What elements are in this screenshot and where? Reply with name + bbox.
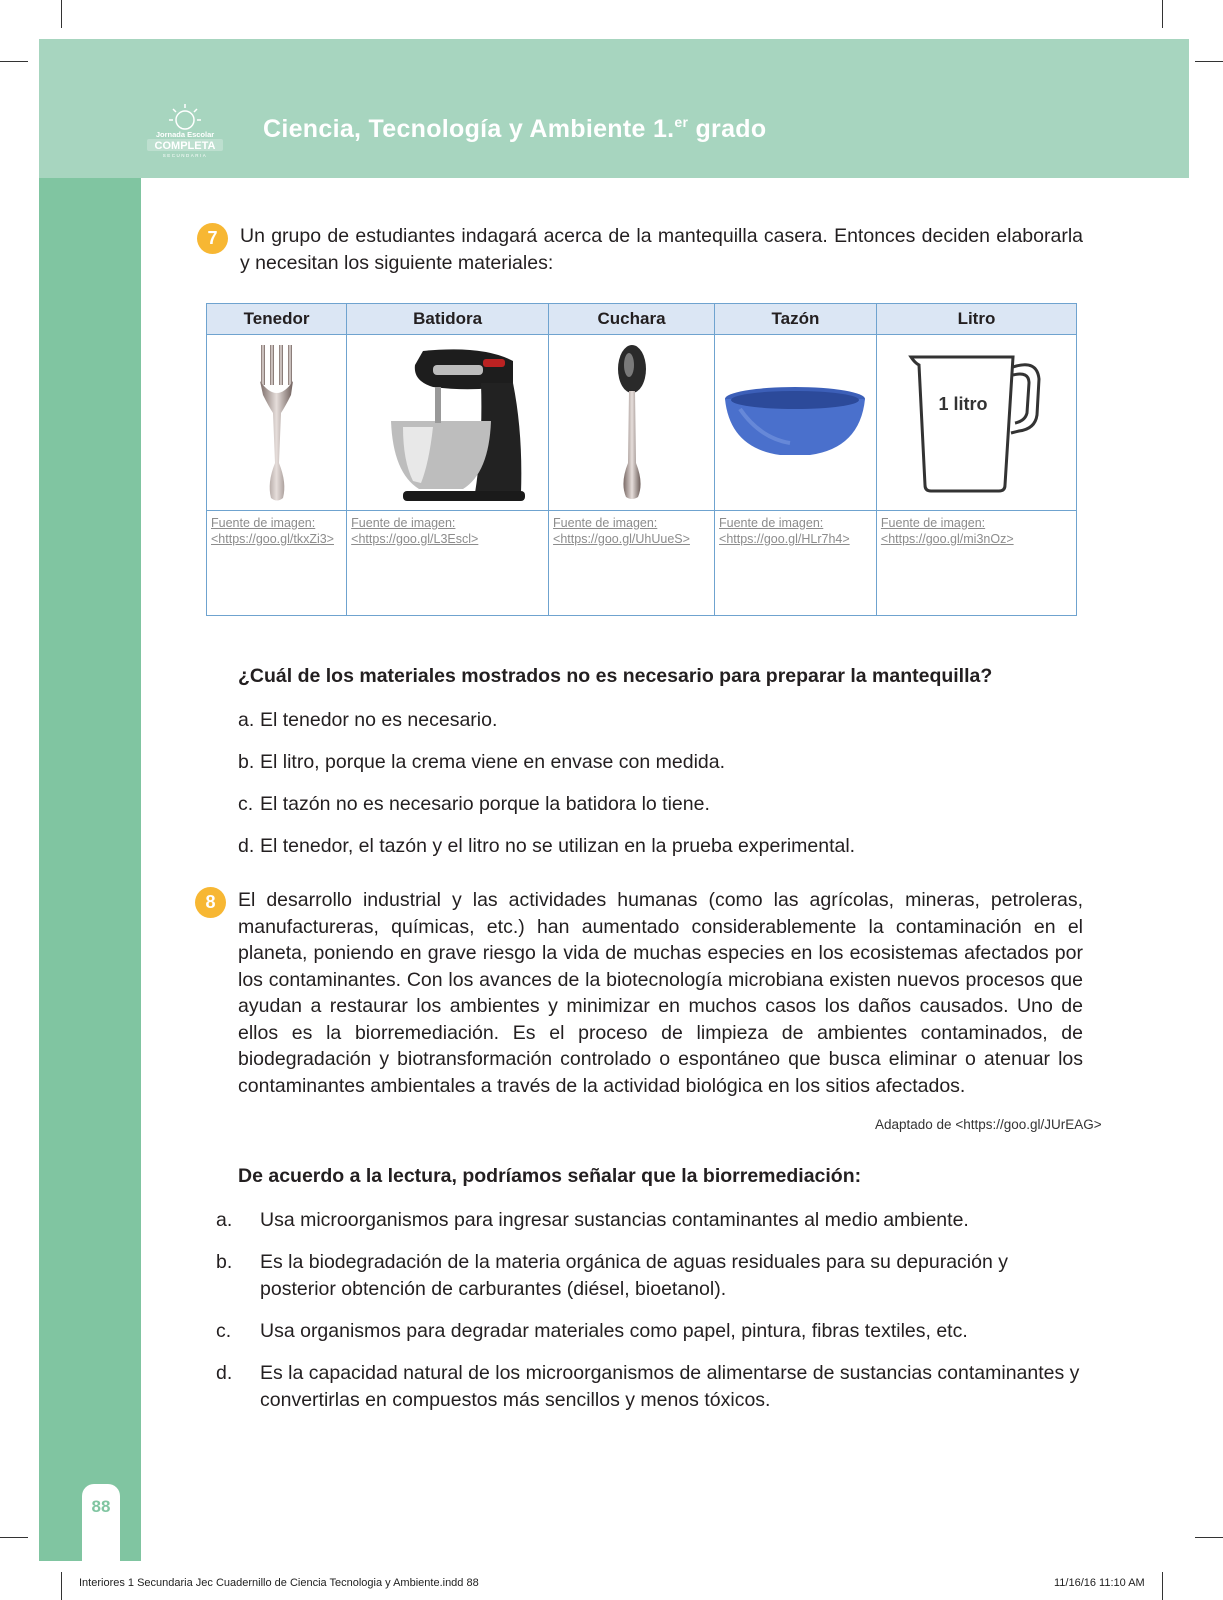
option-letter: a. — [216, 1209, 233, 1231]
option-letter: b. — [216, 1251, 233, 1273]
crop-mark — [1162, 0, 1163, 28]
page-number: 88 — [91, 1497, 111, 1516]
option-text: Es la biodegradación de la materia orgánica de aguas residuales para su depuración y posterior obtención de carburantes (diésel, bioetanol). — [260, 1251, 1008, 1300]
reading-credit: Adaptado de <https://goo.gl/JUrEAG> — [875, 1117, 1102, 1132]
page-title: Ciencia, Tecnología y Ambiente 1.$^{er}$ grado — [263, 114, 767, 143]
question-8-prompt: De acuerdo a la lectura, podríamos señalar que la biorremediación: — [238, 1165, 862, 1187]
image-source-link[interactable]: Fuente de imagen: <https://goo.gl/HLr7h4> — [719, 516, 850, 546]
image-source-cell — [876, 511, 1076, 616]
image-source-cell — [207, 511, 347, 616]
image-source-link[interactable]: Fuente de imagen: <https://goo.gl/tkxZi3> — [211, 516, 334, 546]
svg-text:COMPLETA: COMPLETA — [154, 140, 216, 152]
table-header-cell: Batidora — [347, 304, 549, 335]
option-letter: d. — [238, 835, 255, 857]
question-number-badge: 8 — [195, 887, 226, 918]
table-image-row — [207, 335, 1077, 511]
question-7-intro: Un grupo de estudiantes indagará acerca de la mantequilla casera. Entonces deciden elaborarla y necesitan los siguiente materiales: — [240, 225, 1083, 274]
option-text: El tenedor, el tazón y el litro no se utilizan en la prueba experimental. — [260, 835, 856, 857]
question-8-reading: El desarrollo industrial y las actividades humanas (como las agrícolas, mineras, petroleras, manufactureras, químicas, etc.) han aumentado considerablemente la contaminación en el planeta, poniendo en grave riesgo la vida de muchas especies en los ecosistemas afectados por los contaminantes. Con los avances de la biotecnología microbiana existen nuevos procesos que ayudan a restaurar los ambientes y minimizar en muchos casos los daños causados. Uno de ellos es la biorremediación. Es el proceso de limpieza de ambientes contaminados, de biodegradación y biotransformación controlado o espontáneo que busca eliminar o atenuar los contaminantes ambientales a través de la actividad biológica en los sitios afectados. — [238, 889, 1083, 1097]
option-letter: a. — [238, 709, 255, 731]
bowl-image-cell — [715, 335, 877, 511]
option-text: El tazón no es necesario porque la batidora lo tiene. — [260, 793, 710, 815]
spoon-image-cell — [549, 335, 715, 511]
option-letter: b. — [238, 751, 255, 773]
crop-mark — [0, 1537, 28, 1538]
crop-mark — [1195, 1537, 1223, 1538]
option-text: Usa organismos para degradar materiales como papel, pintura, fibras textiles, etc. — [260, 1320, 968, 1342]
answer-option[interactable] — [238, 707, 1083, 734]
table-header-cell: Cuchara — [549, 304, 715, 335]
crop-mark — [61, 0, 62, 28]
crop-mark — [0, 61, 28, 62]
image-source-link[interactable]: Fuente de imagen: <https://goo.gl/L3Escl> — [351, 516, 479, 546]
crop-mark — [1162, 1572, 1163, 1600]
answer-option[interactable] — [238, 749, 1083, 776]
jug-label: 1 litro — [938, 394, 988, 414]
table-header-cell: Tenedor — [207, 304, 347, 335]
answer-option[interactable] — [238, 833, 1083, 860]
page-number-tab — [82, 1484, 120, 1561]
crop-mark — [61, 1572, 62, 1600]
crop-mark — [1195, 61, 1223, 62]
image-source-link[interactable]: Fuente de imagen: <https://goo.gl/UhUueS> — [553, 516, 690, 546]
option-text: Es la capacidad natural de los microorganismos de alimentarse de sustancias contaminantes y convertirlas en compuestos más sencillos y menos tóxicos. — [260, 1362, 1080, 1411]
spoon-image — [602, 343, 662, 503]
option-letter: d. — [216, 1362, 233, 1384]
answer-option[interactable] — [238, 791, 1083, 818]
materials-table — [206, 303, 1077, 616]
fork-image — [247, 343, 307, 503]
side-band — [39, 178, 141, 1561]
option-text: El litro, porque la crema viene en envase con medida. — [260, 751, 726, 773]
answer-option[interactable] — [216, 1249, 1083, 1302]
answer-option[interactable] — [216, 1360, 1083, 1413]
svg-text:SECUNDARIA: SECUNDARIA — [162, 153, 208, 158]
table-source-row — [207, 511, 1077, 616]
mixer-image — [363, 343, 533, 503]
bowl-image — [720, 343, 870, 503]
mixer-image-cell — [347, 335, 549, 511]
option-text: Usa microorganismos para ingresar sustancias contaminantes al medio ambiente. — [260, 1209, 969, 1231]
print-slug-date: 11/16/16 11:10 AM — [1054, 1577, 1145, 1589]
question-number-badge: 7 — [197, 223, 228, 254]
question-7-prompt: ¿Cuál de los materiales mostrados no es necesario para preparar la mantequilla? — [238, 665, 993, 687]
fork-image-cell — [207, 335, 347, 511]
answer-option[interactable] — [216, 1318, 1083, 1345]
svg-text:Jornada Escolar: Jornada Escolar — [155, 130, 215, 139]
image-source-link[interactable]: Fuente de imagen: <https://goo.gl/mi3nOz> — [880, 516, 1014, 546]
image-source-cell — [549, 511, 715, 616]
image-source-cell — [715, 511, 877, 616]
print-slug-file: Interiores 1 Secundaria Jec Cuadernillo de Ciencia Tecnologia y Ambiente.indd 88 — [79, 1577, 479, 1589]
answer-option[interactable] — [216, 1207, 1083, 1234]
jornada-completa-logo — [144, 100, 226, 158]
table-header-row — [207, 304, 1077, 335]
option-text: El tenedor no es necesario. — [260, 709, 498, 731]
measuring-jug-image — [901, 345, 1051, 505]
table-header-cell: Litro — [876, 304, 1076, 335]
option-letter: c. — [238, 793, 254, 815]
jug-image-cell — [876, 335, 1076, 511]
image-source-cell — [347, 511, 549, 616]
table-header-cell: Tazón — [715, 304, 877, 335]
option-letter: c. — [216, 1320, 232, 1342]
